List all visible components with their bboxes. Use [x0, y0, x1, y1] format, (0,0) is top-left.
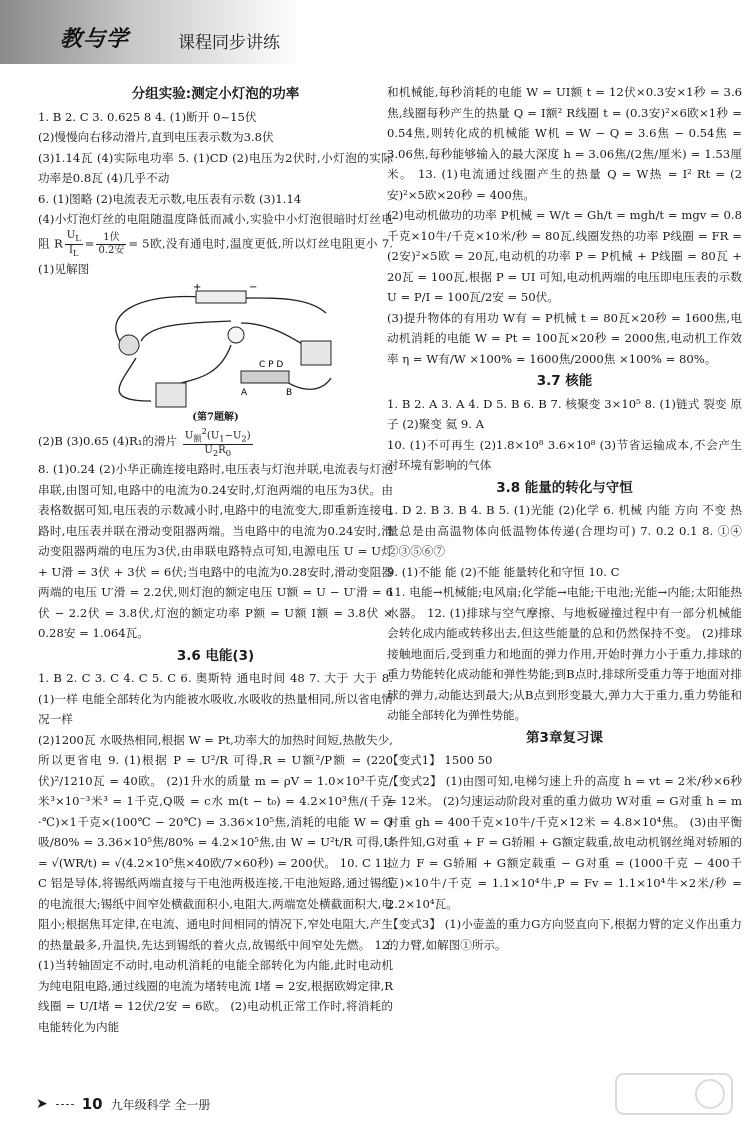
- section-heading: 3.8 能量的转化与守恒: [496, 479, 633, 496]
- answer-paragraph: 1. D 2. B 3. B 4. B 5. (1)光能 (2)化学 6. 机械 内能 方向 不变 热量总是由高温物体向低温物体传递(合理均可) 7. 0.2 0.1 8. ①④ ②③⑤⑥⑦: [387, 503, 742, 558]
- switch-icon: [119, 335, 139, 355]
- divider: [56, 1104, 74, 1105]
- answer-paragraph: [38, 425, 393, 459]
- svg-text:−: −: [248, 283, 257, 293]
- answer-paragraph: 和机械能,每秒消耗的电能 W = UI额 t = 12伏×0.3安×1秒 = 3.6焦,线圈每秒产生的热量 Q = I额² R线圈 t = (0.3安)²×6欧×1秒 = 0.54焦,则转化成的机械能 W机 = W − Q = 3.6焦 − 0.54焦 = 3.06焦,每秒能够输入的最大深度 h = 3.06焦/(2焦/厘米) = 1.53厘米。 13. (1)电流通过线圈产生的热量 Q = W热 = I² Rt = (2安)²×5欧×20秒 = 400焦。: [387, 85, 742, 202]
- answer-paragraph: (3)提升物体的有用功 W有 = P机械 t = 80瓦×20秒 = 1600焦,电动机消耗的电能 W = Pt = 100瓦×20秒 = 2000焦,电动机工作效率 η = W有/W ×100% = 1600焦/2000焦 ×100% = 80%。: [387, 310, 742, 366]
- fraction: $\frac{U_L}{I_L}$: [66, 229, 81, 258]
- svg-text:+: +: [192, 283, 201, 293]
- page-header: [0, 0, 750, 80]
- answer-paragraph: 9. (1)不能 能 (2)不能 能量转化和守恒 10. C: [387, 564, 620, 579]
- left-column: [38, 82, 393, 1037]
- arrow-icon: ➤: [36, 1096, 48, 1112]
- circuit-svg: [81, 283, 351, 411]
- circuit-diagram: [81, 283, 351, 411]
- answer-paragraph: 1. B 2. C 3. C 4. C 5. C 6. 奥斯特 通电时间 48 7. 大于 大于 8. (1)一样 电能全部转化为内能被水吸收,水吸收的热量相同,所以省电情况一样: [38, 671, 393, 727]
- voltmeter-icon: [301, 341, 331, 365]
- svg-text:B: B: [285, 388, 292, 398]
- answer-paragraph: 10. (1)不可再生 (2)1.8×10⁸ 3.6×10⁸ (3)节省运输成本,不会产生对环境有影响的气体: [387, 437, 742, 472]
- page-footer: [36, 1095, 210, 1113]
- lamp-icon: [228, 327, 244, 343]
- battery: [196, 291, 246, 303]
- fraction: $\frac{U_额^2(U_1-U_2)}{U_2R_0}$: [184, 426, 251, 459]
- answer-paragraph: 1. B 2. A 3. A 4. D 5. B 6. B 7. 核聚变 3×10⁵ 8. (1)链式 裂变 原子 (2)聚变 氦 9. A: [387, 396, 742, 431]
- answer-paragraph: (2)1200瓦 水吸热相同,根据 W = Pt,功率大的加热时间短,热散失少,所以更省电 9. (1)根据 P = U²/R 可得,R = U额²/P额 = (220伏)²/1210瓦 = 40欧。 (2)1升水的质量 m = ρV = 1.0×10³千克/米³×10⁻³米³ = 1千克,Q吸 = c水 m(t − t₀) = 4.2×10³焦/(千克·℃)×1千克×(100℃ − 20℃) = 3.36×10⁵焦,消耗的电能 W = Q吸/80% = 3.36×10⁵焦/80% = 4.2×10⁵焦,由 W = U²t/R 可得,U = √(WR/t) = √(4.2×10⁵焦×40欧/7×60秒) = 200伏。 10. C 11. C 铝是导体,将锡纸两端直接与干电池两极连接,干电池短路,通过锡纸的电流很大;锡纸中间窄处横截面积小,电阻大,两端宽处横截面积大,电阻小;根据焦耳定律,在电流、通电时间相同的情况下,窄处电阻大,产生的热量最多,升温快,先达到锡纸的着火点,故锡纸中间窄处先燃。 12. (1)当转轴固定不动时,电动机消耗的电能全部转化为内能,此时电动机为纯电阻电路,通过线圈的电流为堵转电流 I堵 = 2安,根据欧姆定律,R线圈 = U/I堵 = 12伏/2安 = 6欧。 (2)电动机正常工作时,将消耗的电能转化为内能: [38, 732, 393, 1034]
- svg-text:C P D: C P D: [258, 360, 283, 370]
- answer-paragraph: (2)电动机做功的功率 P机械 = W/t = Gh/t = mgh/t = mgv = 0.8千克×10牛/千克×10米/秒 = 80瓦,线圈发热的功率 P线圈 = FR = (2安)²×5欧 = 20瓦,电动机的功率 P = P机械 + P线圈 = 80瓦 + 20瓦 = 100瓦,根据 P = UI 可知,电动机两端的电压即电压表的示数 U = P/I = 100瓦/2安 = 50伏。: [387, 208, 742, 304]
- answer-text: (4)小灯泡灯丝的电阻随温度降低而减小,实验中小灯泡很暗时灯丝电阻 R: [38, 212, 393, 250]
- answer-text: (2)B (3)0.65 (4)R₁的滑片: [38, 434, 178, 449]
- svg-text:A: A: [240, 388, 247, 398]
- book-subject: 九年级科学 全一册: [110, 1097, 211, 1112]
- watermark-logo: [614, 1070, 734, 1118]
- book-logo: 教与学: [60, 26, 130, 52]
- figure-caption: (第7题解): [192, 412, 239, 423]
- section-heading: 3.7 核能: [536, 373, 593, 389]
- answer-paragraph: 【变式1】 1500 50: [387, 753, 493, 767]
- answer-paragraph: 【变式3】 (1)小壶盖的重力G方向竖直向下,根据力臂的定义作出重力的力臂,如解图①所示。: [387, 917, 742, 952]
- answer-text: = 5欧,没有通电时,温度更低,所以灯丝电阻更小 7. (1)见解图: [38, 236, 393, 276]
- answer-paragraph: 6. (1)图略 (2)电流表无示数,电压表有示数 (3)1.14: [38, 191, 302, 206]
- page-number: 10: [81, 1095, 103, 1113]
- answer-paragraph: 【变式2】 (1)由图可知,电梯匀速上升的高度 h = vt = 2米/秒×6秒 = 12米。 (2)匀速运动阶段对重的重力做功 W对重 = G对重 h = m对重 gh = 400千克×10牛/千克×12米 = 4.8×10⁴焦。 (3)由平衡条件知,G对重 + F = G轿厢 + G额定载重,故电动机钢丝绳对轿厢的拉力 F = G轿厢 + G额定载重 − G对重 = (1000千克 − 400千克)×10牛/千克 = 1.1×10⁴牛,P = Fv = 1.1×10⁴牛×2米/秒 = 2.2×10⁴瓦。: [387, 773, 742, 911]
- section-heading: 第3章复习课: [526, 729, 603, 746]
- right-column: [387, 82, 742, 955]
- answer-paragraph: 11. 电能→机械能;电风扇;化学能→电能;干电池;光能→内能;太阳能热水器。 12. (1)排球与空气摩擦、与地板碰撞过程中有一部分机械能会转化成内能或转移出去,但这些能量的总和仍然保持不变。 (2)排球接触地面后,受到重力和地面的弹力作用,开始时弹力小于重力,排球的重力势能转化成动能和弹性势能;到B点时,排球所受重力等于地面对排球的弹力,动能达到最大;从B点到形变最大,弹力大于重力,重力势能和动能全部转化为弹性势能。: [387, 585, 742, 722]
- fraction: $\frac{\text{1伏}}{\text{0.2安}}$: [98, 231, 125, 256]
- section-heading: 分组实验:测定小灯泡的功率: [131, 86, 300, 102]
- ammeter-icon: [156, 383, 186, 407]
- answer-paragraph: 8. (1)0.24 (2)小华正确连接电路时,电压表与灯泡并联,电流表与灯泡串联,由图可知,电路中的电流为0.24安时,灯泡两端的电压为3伏。由表格数据可知,电压表的示数减小时,电路中的电流变大,即重新连接电路时,电压表并联在滑动变阻器两端。当电路中的电流为0.24安时,滑动变阻器两端的电压为3伏,由串联电路特点可知,电源电压 U = U灯 + U滑 = 3伏 + 3伏 = 6伏;当电路中的电流为0.28安时,滑动变阻器两端的电压 U′滑 = 2.2伏,则灯泡的额定电压 U额 = U − U′滑 = 6伏 − 2.2伏 = 3.8伏,灯泡的额定功率 P额 = U额 I额 = 3.8伏 × 0.28安 = 1.064瓦。: [38, 462, 393, 641]
- answer-paragraph: 1. B 2. C 3. 0.625 8 4. (1)断开 0~15伏: [38, 109, 257, 124]
- answer-paragraph: (2)慢慢向右移动滑片,直到电压表示数为3.8伏: [38, 130, 274, 144]
- answer-paragraph: (4)小灯泡灯丝的电阻随温度降低而减小,实验中小灯泡很暗时灯丝电阻 R $\frac{U_L}{I_L}$ = $\frac{\text{1伏}}{\text{0.2安}}$ = 5欧,没有通电时,温度更低,所以灯丝电阻更小 7. (1)见解图: [38, 212, 393, 276]
- answer-paragraph: (3)1.14瓦 (4)实际电功率 5. (1)CD (2)电压为2伏时,小灯泡的实际功率是0.8瓦 (4)几乎不动: [38, 150, 393, 185]
- rheostat-icon: [241, 371, 289, 383]
- book-series-title: 课程同步讲练: [178, 33, 280, 53]
- section-heading: 3.6 电能(3): [176, 647, 255, 664]
